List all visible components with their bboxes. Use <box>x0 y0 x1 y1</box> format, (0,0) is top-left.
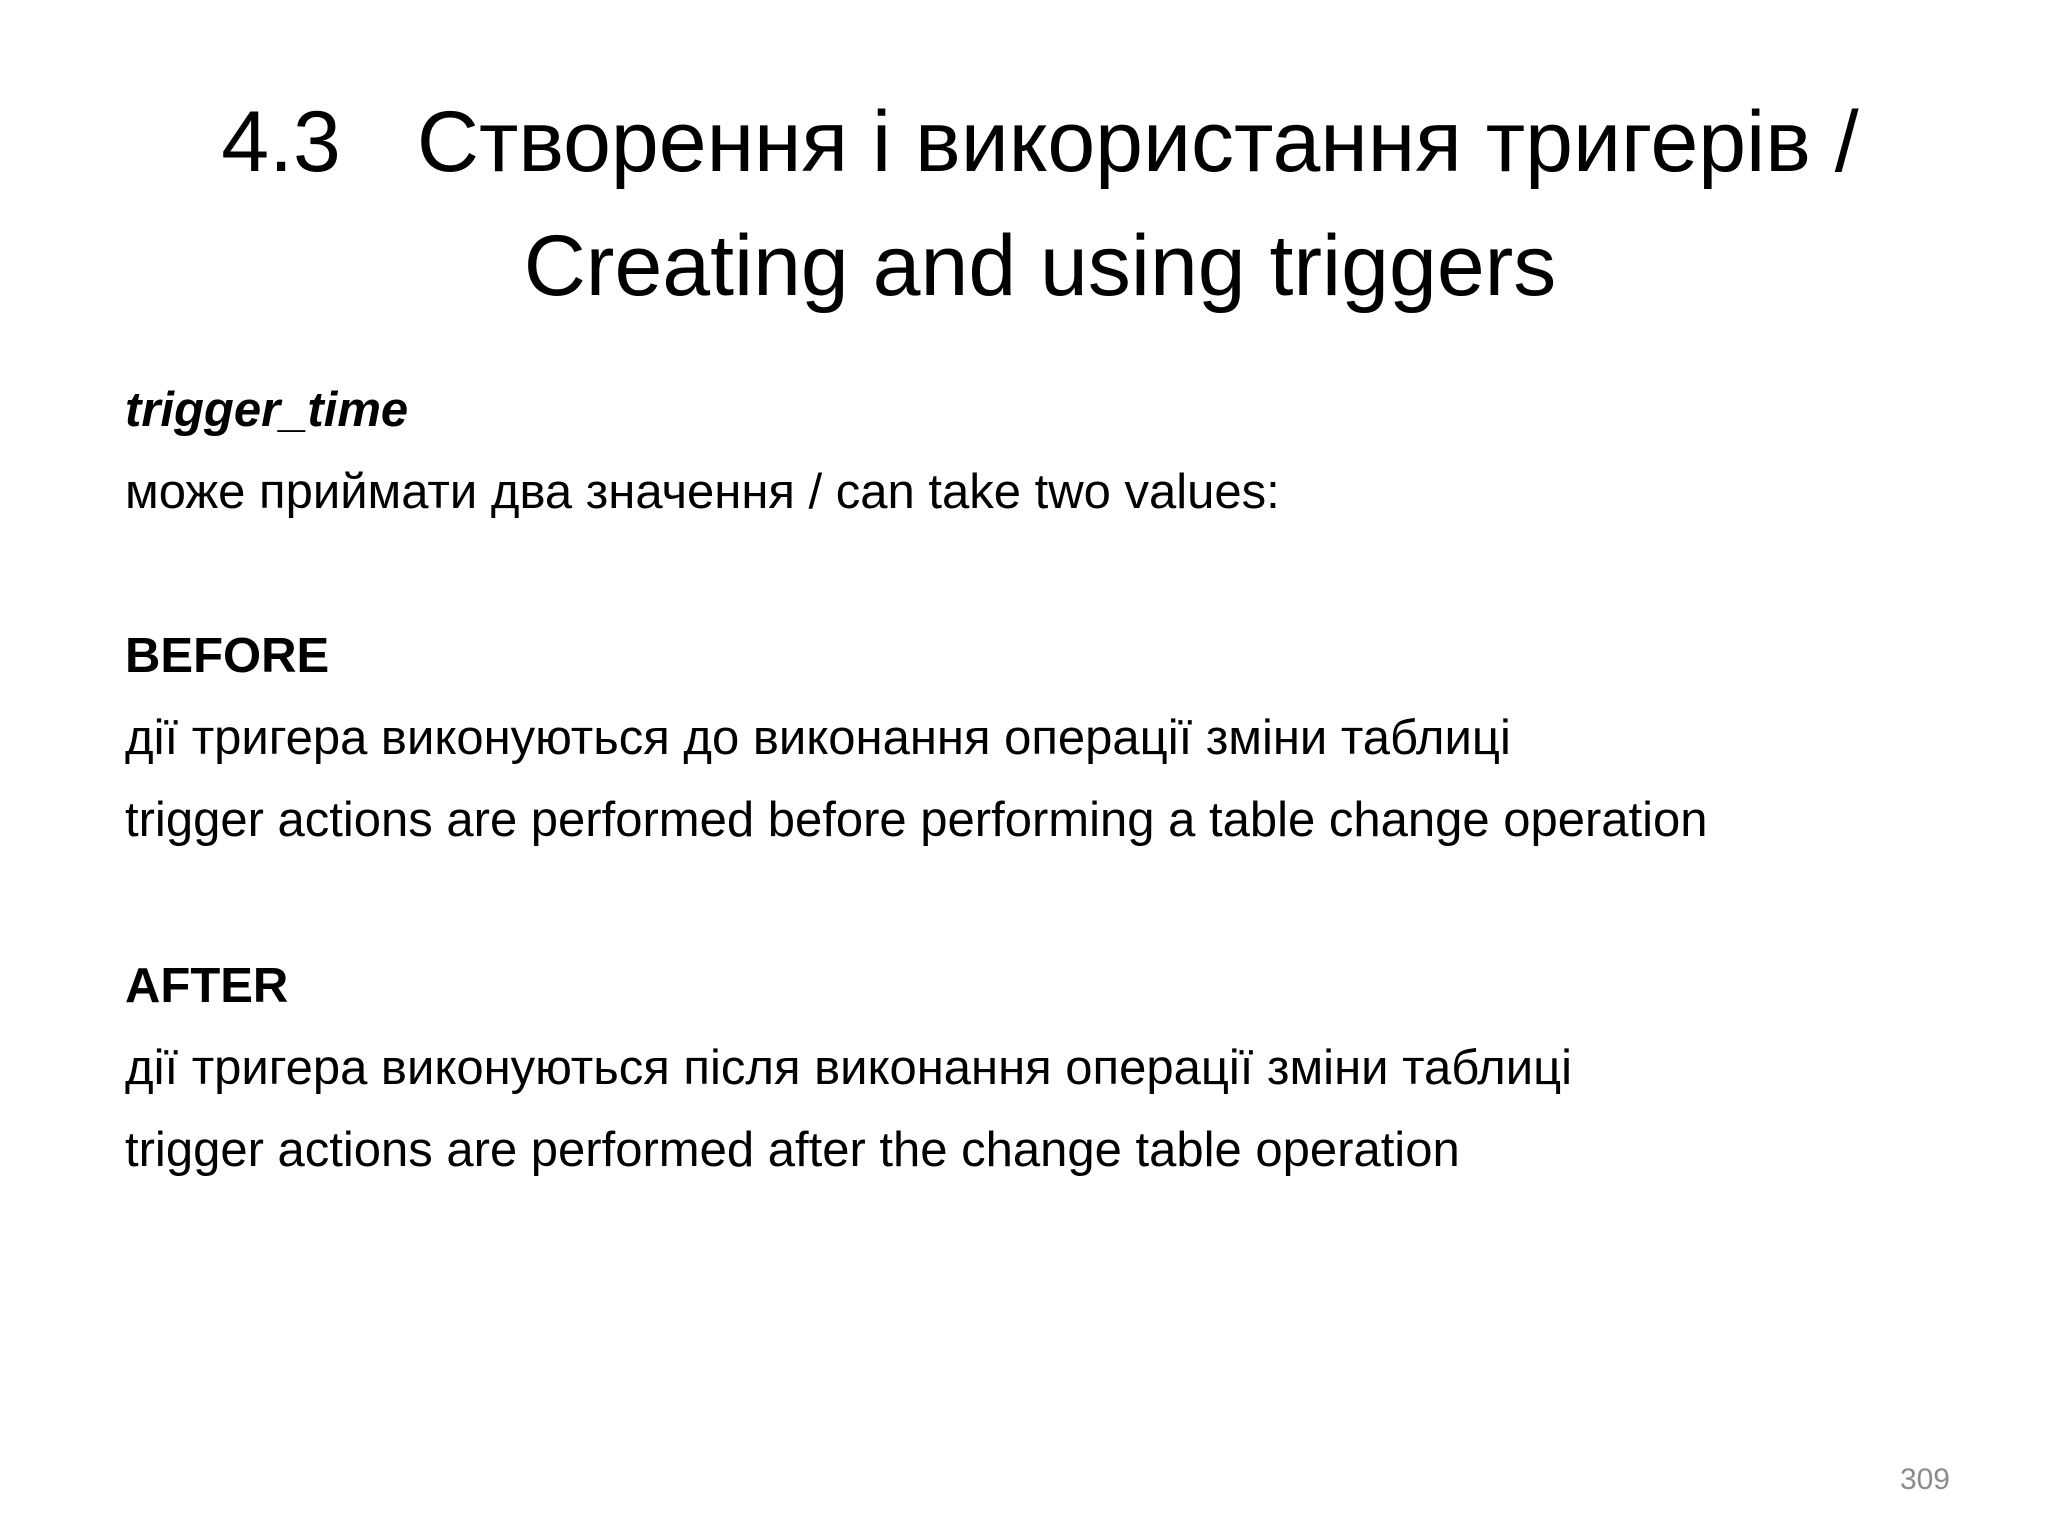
slide-title <box>100 80 1980 328</box>
page-number: 309 <box>1899 1463 1950 1496</box>
title-line-1 <box>100 80 1980 204</box>
before-description-uk: дії тригера виконуються до виконання операції зміни таблиці <box>125 711 1511 765</box>
title-line-2: Creating and using triggers <box>523 218 1557 314</box>
term-keyword: trigger_time <box>125 383 409 437</box>
before-keyword: BEFORE <box>125 629 330 683</box>
section-number: 4.3 <box>221 94 341 190</box>
before-description-en: trigger actions are performed before performing a table change operation <box>125 793 1708 847</box>
after-description-en: trigger actions are performed after the change table operation <box>125 1123 1460 1177</box>
term-description: може приймати два значення / can take two values: <box>125 465 1280 519</box>
after-keyword: AFTER <box>125 959 289 1013</box>
after-description-uk: дії тригера виконуються після виконання операції зміни таблиці <box>125 1041 1573 1095</box>
title-text-uk: Створення і використання тригерів / <box>416 94 1859 190</box>
